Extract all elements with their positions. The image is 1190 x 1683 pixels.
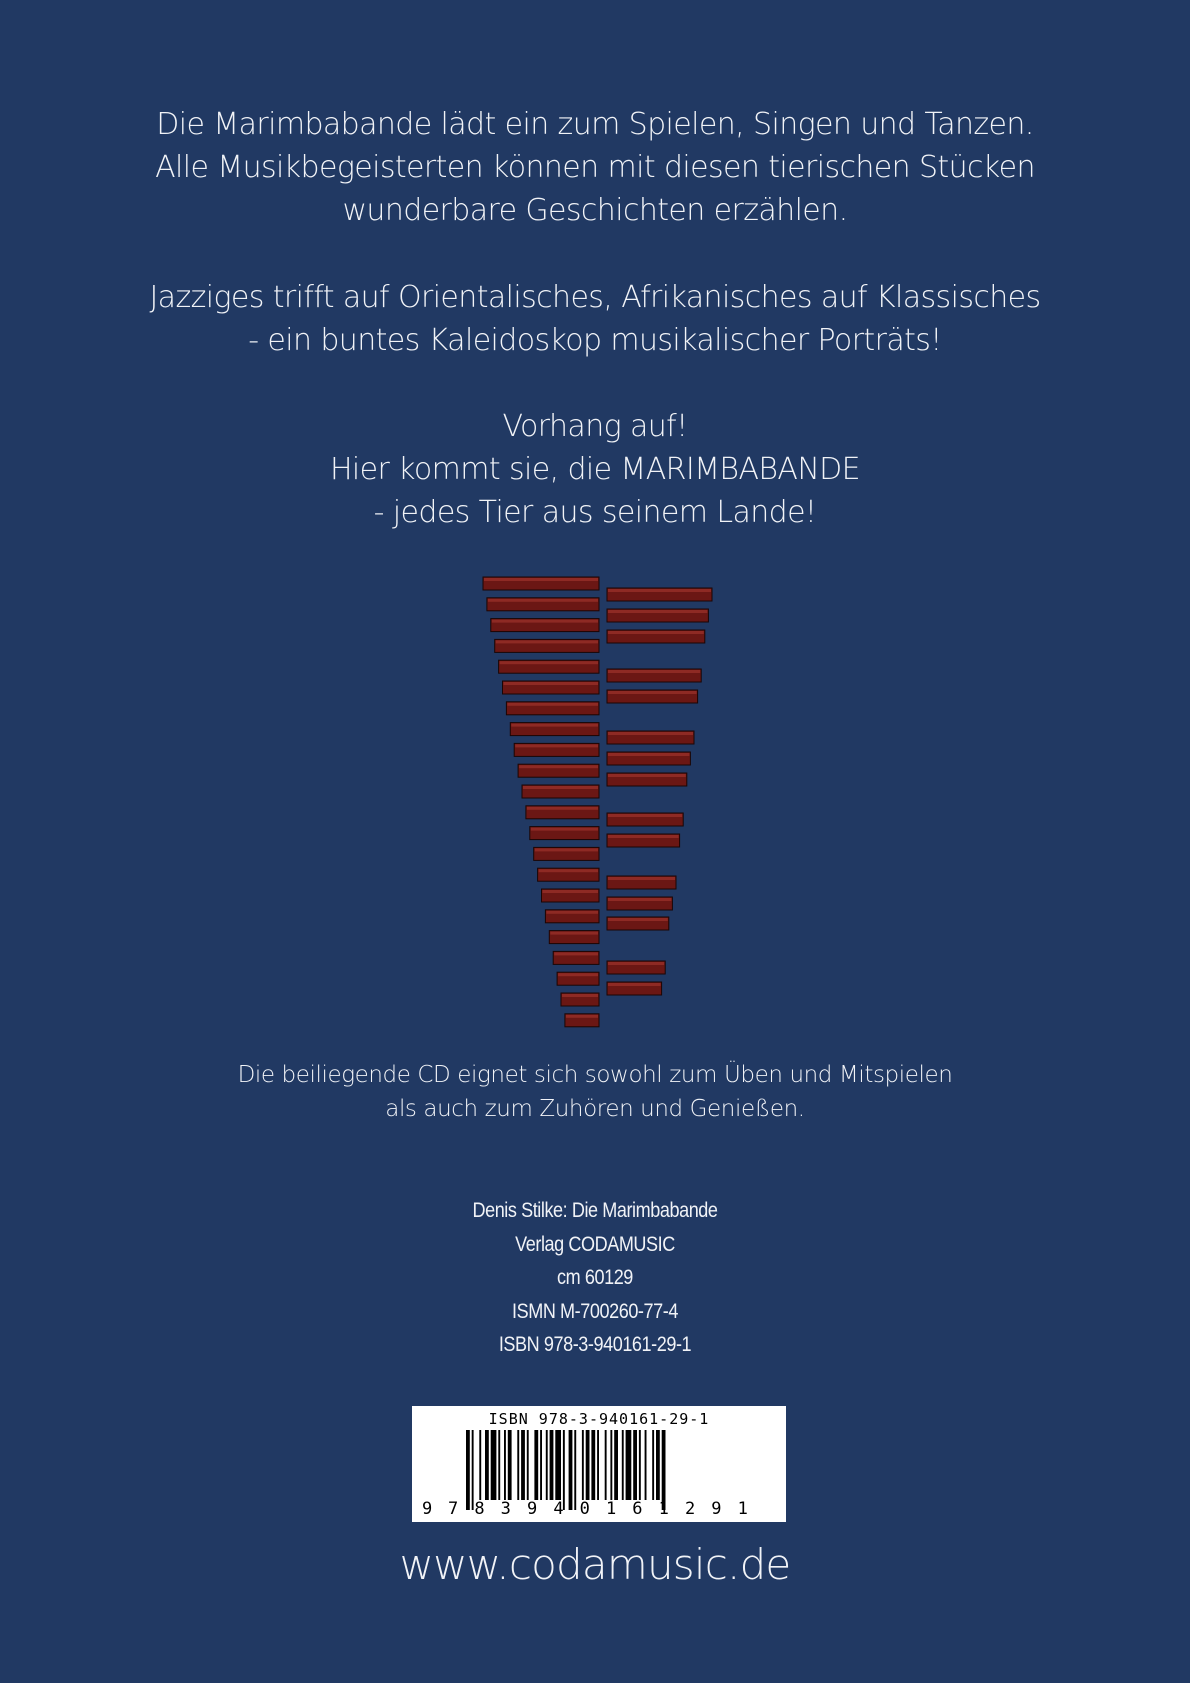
barcode-bar bbox=[504, 1430, 506, 1500]
credits-isbn: ISBN 978-3-940161-29-1 bbox=[498, 1333, 692, 1356]
marimba-left-bar bbox=[561, 993, 599, 1006]
marimba-right-bar bbox=[607, 773, 687, 786]
barcode-isbn-label: ISBN 978-3-940161-29-1 bbox=[488, 1410, 710, 1428]
marimba-right-bar bbox=[607, 813, 683, 826]
marimba-right-bar bbox=[607, 731, 694, 744]
marimba-left-bar bbox=[549, 931, 599, 944]
barcode-digit: 1 bbox=[737, 1499, 748, 1519]
barcode-bar bbox=[466, 1430, 470, 1510]
marimba-left-bar bbox=[491, 619, 599, 632]
barcode-bar bbox=[645, 1430, 647, 1500]
barcode-bar bbox=[508, 1430, 512, 1500]
marimba-left-bar bbox=[545, 910, 599, 923]
barcode-digit: 8 bbox=[474, 1499, 485, 1519]
barcode-bar bbox=[597, 1430, 599, 1500]
marimba-left-bar bbox=[506, 702, 599, 715]
marimba-right-bar bbox=[607, 961, 665, 974]
barcode-digits bbox=[422, 1499, 748, 1519]
intro-line: Hier kommt sie, die MARIMBABANDE bbox=[329, 452, 861, 487]
barcode-digit: 6 bbox=[632, 1499, 643, 1519]
intro-line: Die Marimbabande lädt ein zum Spielen, Singen und Tanzen. bbox=[156, 107, 1034, 142]
barcode-bar bbox=[622, 1430, 624, 1500]
barcode-bar bbox=[605, 1430, 607, 1500]
barcode-bar bbox=[639, 1430, 641, 1500]
marimba-right-bar bbox=[607, 897, 672, 910]
credits-title: Denis Stilke: Die Marimbabande bbox=[472, 1199, 718, 1222]
barcode-bar bbox=[527, 1430, 529, 1500]
barcode-digit: 3 bbox=[500, 1499, 511, 1519]
credits-ismn: ISMN M-700260-77-4 bbox=[512, 1299, 678, 1323]
barcode-bar bbox=[498, 1430, 500, 1500]
intro-line: Alle Musikbegeisterten können mit diesen tierischen Stücken bbox=[155, 150, 1035, 185]
marimba-left-bar bbox=[534, 847, 599, 860]
barcode-bar bbox=[550, 1430, 554, 1500]
marimba-right-bar bbox=[607, 690, 698, 703]
barcode-bar bbox=[563, 1430, 565, 1510]
marimba-left-bar bbox=[538, 868, 599, 881]
barcode-digit: 1 bbox=[658, 1499, 669, 1519]
marimba-left-bar bbox=[522, 785, 599, 798]
barcode-digit: 0 bbox=[579, 1499, 590, 1519]
intro-line: - jedes Tier aus seinem Lande! bbox=[373, 495, 817, 530]
barcode-digit: 7 bbox=[448, 1499, 459, 1519]
barcode-bar bbox=[610, 1430, 612, 1500]
credits-publisher: Verlag CODAMUSIC bbox=[515, 1232, 675, 1256]
marimba-left-bar bbox=[499, 660, 599, 673]
website-url[interactable]: www.codamusic.de bbox=[399, 1540, 791, 1589]
marimba-left-bar bbox=[530, 827, 599, 840]
cd-note bbox=[0, 1058, 1190, 1126]
marimba-right-bar bbox=[607, 834, 680, 847]
barcode-bar bbox=[569, 1430, 573, 1510]
barcode-bar bbox=[517, 1430, 519, 1500]
barcode-bar bbox=[652, 1430, 654, 1500]
intro-line: - ein buntes Kaleidoskop musikalischer Porträts! bbox=[248, 323, 942, 358]
marimba-left-bar bbox=[557, 972, 599, 985]
barcode-digit: 9 bbox=[711, 1499, 722, 1519]
marimba-left-bar bbox=[518, 764, 599, 777]
barcode-bar bbox=[626, 1430, 632, 1500]
barcode-bar bbox=[591, 1430, 595, 1500]
marimba-left-bar bbox=[542, 889, 600, 902]
barcode-digit: 2 bbox=[684, 1499, 696, 1519]
marimba-left-bar bbox=[483, 577, 599, 590]
barcode-bar bbox=[656, 1430, 660, 1500]
barcode-bar bbox=[472, 1430, 474, 1510]
marimba-right-bar bbox=[607, 609, 708, 622]
credits-block bbox=[83, 1194, 1106, 1362]
marimba-right-bar bbox=[607, 588, 712, 601]
barcode-bar bbox=[540, 1430, 542, 1500]
marimba-left-bar bbox=[526, 806, 599, 819]
marimba-left-bar bbox=[503, 681, 600, 694]
barcode-bar bbox=[582, 1430, 584, 1500]
barcode-bar bbox=[586, 1430, 590, 1500]
barcode-bars-icon bbox=[466, 1430, 734, 1510]
barcode-first-digit: 9 bbox=[422, 1499, 433, 1519]
marimba-left-bar bbox=[487, 598, 599, 611]
barcode-bar bbox=[534, 1430, 538, 1500]
barcode-bar bbox=[546, 1430, 548, 1500]
barcode-bar bbox=[574, 1430, 576, 1510]
marimba-left-bar bbox=[495, 639, 599, 652]
isbn-barcode bbox=[412, 1406, 786, 1522]
barcode-digit: 9 bbox=[526, 1499, 538, 1519]
barcode-digit: 4 bbox=[553, 1499, 564, 1519]
barcode-bar bbox=[521, 1430, 525, 1500]
barcode-bar bbox=[485, 1430, 489, 1500]
marimba-left-bar bbox=[553, 951, 599, 964]
intro-line: wunderbare Geschichten erzählen. bbox=[342, 193, 848, 228]
marimba-right-bar bbox=[607, 630, 705, 643]
barcode-bar bbox=[555, 1430, 561, 1500]
marimba-right-bar bbox=[607, 917, 669, 930]
marimba-left-bar bbox=[510, 723, 599, 736]
barcode-bar bbox=[479, 1430, 481, 1500]
cd-note-line: als auch zum Zuhören und Genießen. bbox=[385, 1096, 805, 1122]
cd-note-line: Die beiliegende CD eignet sich sowohl zum Üben und Mitspielen bbox=[237, 1062, 953, 1088]
barcode-bar bbox=[491, 1430, 497, 1500]
barcode-bar bbox=[633, 1430, 637, 1500]
barcode-bar bbox=[662, 1430, 666, 1510]
intro-line: Vorhang auf! bbox=[502, 409, 688, 444]
marimba-right-bar bbox=[607, 669, 701, 682]
marimba-right-bar bbox=[607, 876, 676, 889]
credits-catalog-number: cm 60129 bbox=[557, 1266, 633, 1289]
barcode-digit: 1 bbox=[605, 1499, 617, 1519]
marimba-right-bar bbox=[607, 982, 662, 995]
marimba-left-bar bbox=[565, 1014, 599, 1027]
barcode-bar bbox=[614, 1430, 618, 1500]
marimba-left-bar bbox=[514, 743, 599, 756]
marimba-right-bar bbox=[607, 752, 690, 765]
intro-line: Jazziges trifft auf Orientalisches, Afrikanisches auf Klassisches bbox=[149, 280, 1041, 315]
